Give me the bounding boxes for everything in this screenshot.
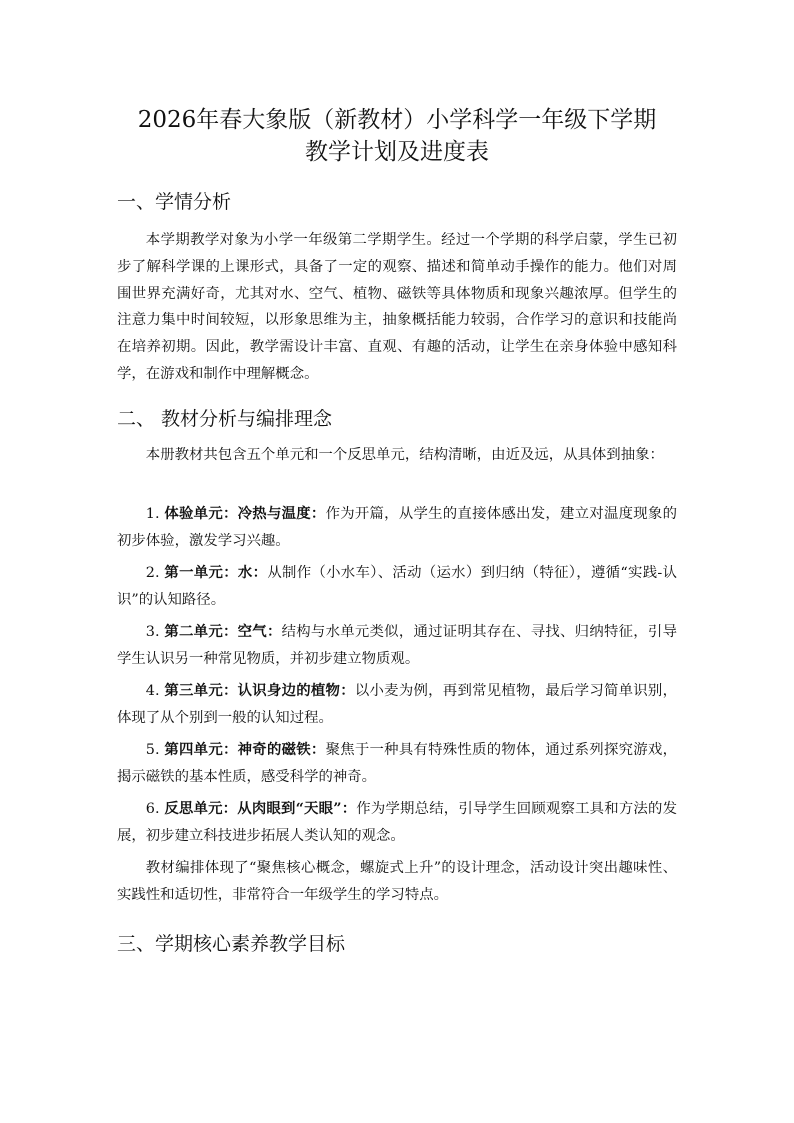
unit-label: 第三单元：认识身边的植物 <box>164 682 341 699</box>
unit-number: 4. <box>145 683 160 699</box>
unit-number: 3. <box>145 624 160 640</box>
unit-text: 作为开篇，从学生的直接体感出发，建立对温度现象的初步体验，激发学习兴趣。 <box>117 506 677 549</box>
section2-closing: 教材编排体现了“聚焦核心概念，螺旋式上升”的设计理念，活动设计突出趣味性、实践性和适切性，非常符合一年级学生的学习特点。 <box>117 860 677 903</box>
section-heading-3: 三、学期核心素养教学目标 <box>117 933 346 955</box>
unit-text: 结构与水单元类似，通过证明其存在、寻找、归纳特征，引导学生认识另一种常见物质，并初步建立物质观。 <box>117 624 677 667</box>
unit-item <box>117 796 677 850</box>
unit-text: 以小麦为例，再到常见植物，最后学习简单识别，体现了从个别到一般的认知过程。 <box>117 683 677 726</box>
unit-separator: ： <box>252 564 268 581</box>
unit-label: 第二单元：空气 <box>164 623 267 640</box>
unit-item <box>117 619 677 673</box>
title-line-1: 2026年春大象版（新教材）小学科学一年级下学期 <box>137 107 657 133</box>
unit-item <box>117 737 677 791</box>
unit-separator: ： <box>310 505 326 522</box>
unit-separator: ： <box>266 623 282 640</box>
unit-label: 第四单元：神奇的磁铁 <box>164 741 311 758</box>
unit-label: 第一单元：水 <box>164 564 253 581</box>
unit-label: 体验单元：冷热与温度 <box>164 505 311 522</box>
unit-number: 2. <box>145 565 160 581</box>
document-title <box>80 104 714 168</box>
section-heading-1: 一、学情分析 <box>117 191 232 213</box>
unit-separator: ： <box>340 682 355 699</box>
title-line-2: 教学计划及进度表 <box>305 139 489 165</box>
unit-number: 6. <box>145 801 160 817</box>
unit-separator: ： <box>310 741 326 758</box>
unit-separator: ： <box>341 800 357 817</box>
unit-item <box>117 678 677 732</box>
section-heading-2: 二、 教材分析与编排理念 <box>117 408 333 430</box>
unit-number: 1. <box>145 506 160 522</box>
unit-number: 5. <box>145 742 160 758</box>
unit-label: 反思单元：从肉眼到“天眼” <box>164 800 342 817</box>
section2-intro: 本册教材共包含五个单元和一个反思单元，结构清晰，由近及远，从具体到抽象： <box>145 447 664 463</box>
unit-item <box>117 501 677 555</box>
unit-text: 从制作（小水车）、活动（运水）到归纳（特征），遵循“实践-认识”的认知路径。 <box>117 565 677 608</box>
unit-text: 聚焦于一种具有特殊性质的物体，通过系列探究游戏，揭示磁铁的基本性质，感受科学的神奇。 <box>117 742 677 785</box>
unit-item <box>117 560 677 614</box>
unit-text: 作为学期总结，引导学生回顾观察工具和方法的发展，初步建立科技进步拓展人类认知的观念。 <box>117 801 677 844</box>
section1-paragraph: 本学期教学对象为小学一年级第二学期学生。经过一个学期的科学启蒙，学生已初步了解科学课的上课形式，具备了一定的观察、描述和简单动手操作的能力。他们对周围世界充满好奇，尤其对水、空气、植物、磁铁等具体物质和现象兴趣浓厚。但学生的注意力集中时间较短，以形象思维为主，抽象概括能力较弱，合作学习的意识和技能尚在培养初期。因此，教学需设计丰富、直观、有趣的活动，让学生在亲身体验中感知科学，在游戏和制作中理解概念。 <box>117 232 677 382</box>
